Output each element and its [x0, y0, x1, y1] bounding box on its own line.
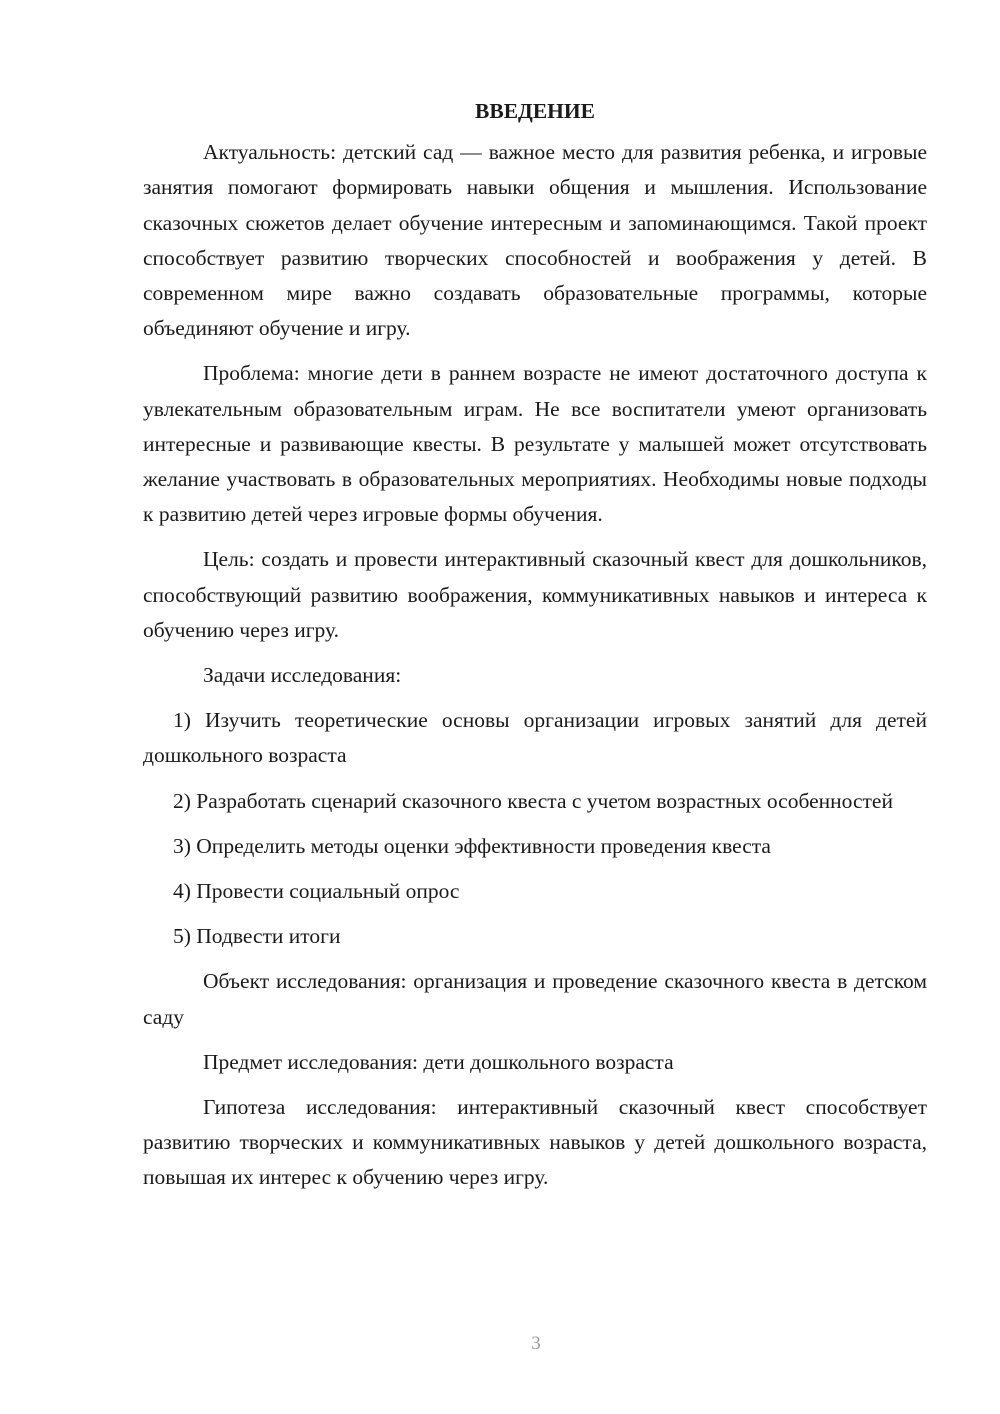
object-paragraph: Объект исследования: организация и проведение сказочного квеста в детском саду — [143, 969, 927, 1029]
tasks-heading: Задачи исследования: — [203, 663, 402, 688]
hypothesis-paragraph: Гипотеза исследования: интерактивный сказочный квест способствует развитию творческих и коммуникативных навыков у детей дошкольного возраста, повышая их интерес к обучению через игру. — [143, 1095, 927, 1190]
task-item-3: 3) Определить методы оценки эффективности проведения квеста — [173, 833, 771, 858]
goal-paragraph: Цель: создать и провести интерактивный сказочный квест для дошкольников, способствующий развитию воображения, коммуникативных навыков и интереса к обучению через игру. — [143, 547, 927, 642]
task-item-2: 2) Разработать сценарий сказочного квеста с учетом возрастных особенностей — [173, 788, 893, 813]
task-item-4: 4) Провести социальный опрос — [173, 879, 460, 904]
subject-paragraph: Предмет исследования: дети дошкольного возраста — [203, 1049, 674, 1074]
task-item-1: 1) Изучить теоретические основы организации игровых занятий для детей дошкольного возраста — [143, 708, 927, 768]
relevance-paragraph: Актуальность: детский сад — важное место для развития ребенка, и игровые занятия помогают формировать навыки общения и мышления. Использование сказочных сюжетов делает обучение интересным и запоминающимся. Такой проект способствует развитию творческих способностей и воображения у детей. В современном мире важно создавать образовательные программы, которые объединяют обучение и игру. — [143, 140, 927, 341]
page-number: 3 — [531, 1333, 541, 1354]
page-content — [143, 94, 927, 1206]
task-item-5: 5) Подвести итоги — [173, 924, 341, 949]
problem-paragraph: Проблема: многие дети в раннем возрасте не имеют достаточного доступа к увлекательным образовательным играм. Не все воспитатели умеют организовать интересные и развивающие квесты. В результате у малышей может отсутствовать желание участвовать в образовательных мероприятиях. Необходимы новые подходы к развитию детей через игровые формы обучения. — [143, 361, 927, 527]
section-title: ВВЕДЕНИЕ — [475, 99, 595, 123]
